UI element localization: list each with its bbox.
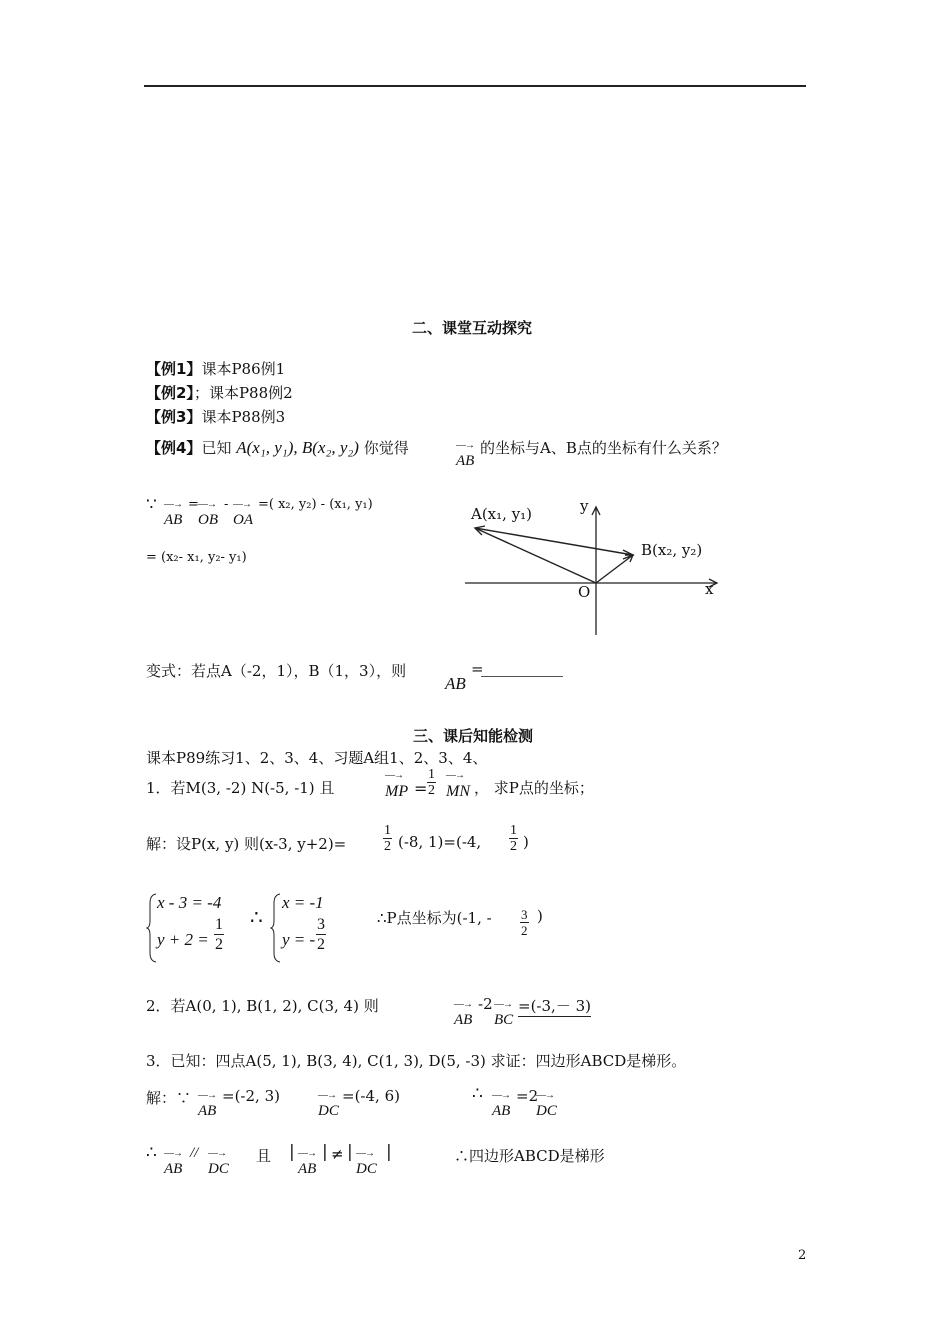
vector-ab-norm: —→ AB: [298, 1148, 317, 1177]
section3-intro: 课本P89练习1、2、3、4、习题A组1、2、3、4、: [146, 749, 488, 767]
therefore-symbol: ∴: [250, 905, 263, 929]
vector-oa: —→ OA: [233, 499, 253, 528]
example-1: [146, 358, 285, 379]
system-1-line-2: y + 2 =: [157, 930, 209, 949]
vector-ab-ex4: —→ AB: [456, 440, 475, 469]
fraction-half-sol1: $\frac{1}{2}$: [384, 823, 391, 854]
graph-label-b: B(x₂, y₂): [641, 541, 703, 559]
example-2: [146, 382, 293, 403]
example-2-tag: 【例2】: [146, 384, 194, 402]
vector-ab-eq: —→ AB: [164, 499, 183, 528]
vector-mn: —→ MN: [446, 770, 470, 800]
solution-3-eq2: =2: [516, 1087, 539, 1105]
vector-ab-sol3: —→ AB: [198, 1090, 217, 1119]
fraction-half-sys1: $\frac{1}{2}$: [215, 916, 223, 953]
question-3: 3．已知：四点A(5, 1), B(3, 4), C(1, 3), D(5, -3) 求证：四边形ABCD是梯形。: [146, 1052, 687, 1070]
variant-exercise: 变式：若点A（-2，1），B（1，3），则: [146, 662, 407, 680]
graph-label-y: y: [580, 497, 589, 515]
vector-dc-sol3: —→ DC: [318, 1090, 339, 1119]
vector-ab-q2: —→ AB: [454, 999, 473, 1028]
section3-title: 三、课后知能检测: [413, 727, 534, 745]
equation-2: = (x₂- x₁, y₂- y₁): [146, 550, 247, 565]
solution-1-result: ∴P点坐标为(-1, -: [377, 909, 492, 927]
example-3-tag: 【例3】: [146, 408, 202, 426]
vector-ab-line: [475, 528, 633, 555]
vector-bc: —→ BC: [494, 999, 514, 1028]
header-rule: [144, 85, 806, 87]
solution-3-pre: 解：∵: [146, 1089, 192, 1107]
question-2-answer: =(-3,－ 3): [518, 997, 591, 1015]
line-2-therefore: ∴: [146, 1143, 157, 1163]
graph-label-origin: O: [578, 583, 591, 601]
solution-1-end: ): [523, 833, 529, 851]
fraction-three-halves-result: $\frac{3}{2}$: [521, 907, 528, 938]
section2-title: 二、课堂互动探究: [412, 319, 533, 337]
example-4-pre: 已知: [201, 439, 232, 457]
because-symbol: ∵: [146, 495, 157, 515]
solution-1-pre: 解：设P(x, y) 则(x-3, y+2)=: [146, 835, 347, 853]
example-4-points: A(x₁, y₁), B(x₂, y₂): [236, 438, 359, 457]
question-2-mid: -2: [478, 995, 493, 1013]
system-2-line-2: y = -: [282, 930, 316, 949]
vector-ab-sol3b: —→ AB: [492, 1090, 511, 1119]
example-4-tag: 【例4】: [146, 439, 202, 457]
example-4: [146, 437, 409, 458]
vector-mp: —→ MP: [385, 770, 409, 800]
system-1-line-1: x - 3 = -4: [157, 893, 222, 912]
variant-equals: =: [471, 660, 484, 678]
not-equal-symbol: ≠: [331, 1145, 344, 1163]
and-text: 且: [256, 1147, 272, 1165]
example-3: [146, 406, 285, 427]
example-2-text: ；课本P88例2: [193, 384, 293, 402]
brace-left-2: [270, 893, 282, 963]
graph-label-a: A(x₁, y₁): [471, 505, 533, 523]
fraction-half-q1: $\frac{1}{2}$: [428, 767, 435, 798]
solution-3-dc-value: =(-4, 6): [342, 1087, 400, 1105]
vector-ob: —→ OB: [198, 499, 218, 528]
equation-1-rhs: =( x₂, y₂) - (x₁, y₁): [258, 497, 373, 512]
vector-dc-par: —→ DC: [208, 1148, 229, 1177]
solution-3-therefore: ∴: [472, 1084, 483, 1104]
variant-answer-blank: [481, 676, 563, 677]
example-4-mid: 你觉得: [363, 439, 409, 457]
vector-dc-norm: —→ DC: [356, 1148, 377, 1177]
question-1-pre: 1．若M(3, -2) N(-5, -1) 且: [146, 779, 335, 797]
vector-dc-sol3b: —→ DC: [536, 1090, 557, 1119]
vector-ab-par: —→ AB: [164, 1148, 183, 1177]
example-1-text: 课本P86例1: [201, 360, 286, 378]
system-2-line-1: x = -1: [282, 893, 324, 912]
solution-3-ab-value: =(-2, 3): [222, 1087, 280, 1105]
page-number: 2: [798, 1248, 807, 1263]
question-1-post: ， 求P点的坐标；: [474, 779, 594, 797]
vector-ob-line: [596, 555, 633, 583]
example-1-tag: 【例1】: [146, 360, 202, 378]
vector-oa-line: [475, 528, 596, 583]
solution-1-mid: (-8, 1)=(-4,: [398, 833, 482, 851]
parallel-symbol: //: [190, 1145, 199, 1161]
fraction-half-sol1b: $\frac{1}{2}$: [510, 823, 517, 854]
fraction-three-halves: $\frac{3}{2}$: [317, 916, 325, 953]
question-2-pre: 2．若A(0, 1), B(1, 2), C(3, 4) 则: [146, 997, 379, 1015]
conclusion: ∴四边形ABCD是梯形: [454, 1147, 605, 1165]
example-4-question: 的坐标与A、B点的坐标有什么关系？: [480, 439, 727, 457]
graph-label-x: x: [705, 580, 714, 598]
vector-ab-variant: AB: [445, 674, 466, 693]
example-3-text: 课本P88例3: [201, 408, 286, 426]
